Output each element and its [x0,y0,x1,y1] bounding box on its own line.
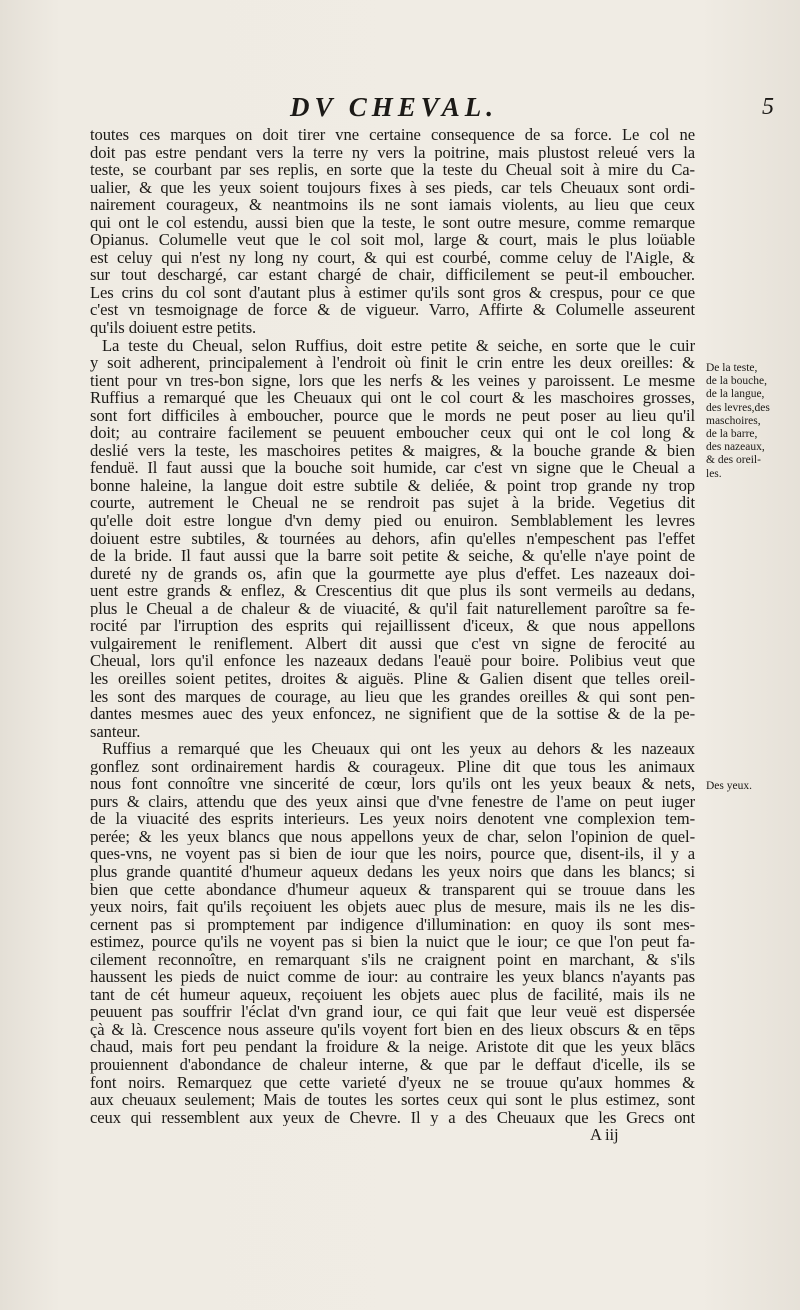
text-line: tant de cét humeur aqueux, reçoiuent les objets auec plus de facilité, mais ils ne [90,985,695,1004]
text-line: doiuent estre subtiles, & tournées au dehors, afin qu'elles n'empeschent pas l'effet [90,529,695,548]
text-line: La teste du Cheual, selon Ruffius, doit estre petite & seiche, en sorte que le cuir [102,336,695,355]
text-line: bonne haleine, la langue doit estre subtile & deliée, & point trop grande ny trop [90,476,695,495]
text-line: ualier, & que les yeux soient toujours fixes à ses pieds, car tels Cheuaux sont ordi- [90,178,695,197]
text-line: peuuent pas souffrir l'éclat d'vn grand iour, ce qui fait que leur veuë est dispersée [90,1003,695,1021]
margin-note-line: Des yeux. [706,780,752,792]
text-line: Opianus. Columelle veut que le col soit mol, large & court, mais le plus loüable [90,231,695,249]
text-line: vulgairement le reniflement. Albert dit aussi que c'est vn signe de ferocité au [90,634,695,653]
signature-mark: A iij [590,1126,619,1144]
text-line: doit pas estre pendant vers la terre ny vers la poitrine, mais plustost releué vers la [90,143,695,162]
text-line: toutes ces marques on doit tirer vne certaine consequence de sa force. Le col ne [90,126,695,144]
text-line: plus grande quantité d'humeur aqueux dedans les yeux noirs que dans les blancs; si [90,862,695,881]
text-line: de la bride. Il faut aussi que la barre soit petite & seiche, & qu'elle n'aye point de [90,547,695,565]
text-line: nairement courageux, & neantmoins ils ne sont iamais violents, au lieu que ceux [90,196,695,214]
text-line: de la viuacité des esprits interieurs. Les yeux noirs denotent vne complexion tem- [90,810,695,828]
text-line: courte, autrement le Cheual ne se rendroit pas sujet à la bride. Vegetius dit [90,494,695,513]
text-line: bien que cette abondance d'humeur aqueux & transparent qui se trouue dans les [90,880,695,899]
body-text [90,126,695,1144]
text-line: font noirs. Remarquez que cette varieté d'yeux ne se trouue qu'aux hommes & [90,1073,695,1092]
page-header [90,92,780,122]
text-line: Cheual, lors qu'il enfonce les nazeaux dedans l'eauë pour boire. Polibius veut que [90,652,695,670]
margin-note-eyes [706,780,776,793]
margin-note-line: & des oreil- [706,454,761,467]
text-line: haussent les pieds de nuict comme de iour: au contraire les yeux blancs n'ayants pas [90,968,695,986]
margin-note-line: des levres,des [706,401,770,414]
text-line: çà & là. Crescence nous asseure qu'ils voyent fort bien en des lieux obscurs & en tēps [90,1020,695,1039]
text-line: estimez, pource qu'ils ne voyent pas si bien la nuict que le iour; ce que l'on peut fa- [90,933,695,951]
text-line: dureté ny de grands os, afin que la gourmette aye plus d'effet. Les nazeaux doi- [90,564,695,583]
text-line: aux cheuaux seulement; Mais de toutes les sortes ceux qui sont le plus estimez, sont [90,1091,695,1109]
text-line: c'est vn tesmoignage de force & de vigueur. Varro, Affirte & Columelle asseurent [90,301,695,320]
text-line: sur tout deschargé, car estant chargé de chair, difficilement se peut-il emboucher. [90,266,695,284]
text-line: qui ont le col estendu, aussi bien que la teste, le sont outre mesure, comme remarque [90,213,695,232]
margin-note-line: De la teste, [706,362,758,374]
text-line: chaud, mais fort peu pendant la froidure & la neige. Aristote dit que les yeux blācs [90,1038,695,1056]
text-line: perée; & les yeux blancs que nous appellons yeux de char, selon l'opinion de quel- [90,827,695,846]
margin-note-line: les. [706,467,722,480]
margin-note-line: de la bouche, [706,375,767,388]
text-line: sont fort difficiles à emboucher, pource que le mords ne peut poser au lieu qu'il [90,406,695,425]
text-line: tient pour vn tres-bon signe, lors que les nerfs & les veines y paroissent. Le mesme [90,371,695,390]
text-line: est celuy qui n'est ny long ny court, & qui est courbé, comme celuy de l'Aigle, & [90,248,695,267]
margin-note-line: de la langue, [706,388,765,401]
text-line: fenduë. Il faut aussi que la bouche soit humide, car c'est vn signe que le Cheual a [90,459,695,477]
text-line: cilement reconnoître, en remarquant s'ils ne craignent point en marchant, & s'ils [90,950,695,969]
text-line: nous font connoître vne sincerité de cœur, lors qu'ils ont les yeux beaux & nets, [90,775,695,793]
text-line: deslié vers la teste, les maschoires petites & maigres, & la bouche grande & bien [90,441,695,460]
margin-note-head [706,362,776,481]
text-line: teste, se courbant par ses replis, en sorte que la teste du Cheual soit à mire du Ca- [90,161,695,179]
text-line: santeur. [90,722,141,741]
page-number: 5 [762,94,774,120]
text-line: cernent pas si promptement par indigence d'illumination: en quoy ils sont mes- [90,915,695,934]
text-line: les sont des marques de courage, au lieu que les grandes oreilles & qui sont pen- [90,687,695,706]
margin-note-line: des nazeaux, [706,441,765,454]
text-line: Les crins du col sont d'autant plus à estimer qu'ils sont gros & crespus, pour ce que [90,283,695,302]
text-line: qu'elle doit estre longue d'vn demy pied ou enuiron. Semblablement les levres [90,512,695,530]
text-line: Ruffius a remarqué que les Cheuaux qui ont le col court & les maschoires grosses, [90,389,695,407]
text-line: ceux qui ressemblent aux yeux de Chevre. Il y a des Cheuaux que les Grecs ont [90,1108,695,1127]
text-line: gonflez sont ordinairement hardis & courageux. Pline dit que tous les animaux [90,757,695,776]
text-line: les oreilles soient petites, droites & aiguës. Pline & Galien disent que telles oreil- [90,669,695,688]
text-line: prouiennent d'abondance de chaleur interne, & que par le deffaut d'icelle, ils se [90,1055,695,1074]
text-line: dantes mesmes auec des yeux enfoncez, ne signifient que de la sottise & de la pe- [90,705,695,723]
text-line: Ruffius a remarqué que les Cheuaux qui ont les yeux au dehors & les nazeaux [102,740,695,758]
text-line: plus le Cheual a de chaleur & de viuacité, & qu'il fait naturellement paroître sa fe- [90,599,695,618]
text-line: doit; au contraire facilement se peuuent emboucher ceux qui ont le col long & [90,424,695,442]
margin-note-line: de la barre, [706,428,758,441]
text-line: y soit adherent, principalement à l'endroit où finit le crin entre les deux oreilles: & [90,354,695,372]
text-line: yeux noirs, fait qu'ils reçoiuent les objets auec plus de mesure, mais ils ne les dis- [90,898,695,916]
margin-note-line: maschoires, [706,414,761,427]
running-head: DV CHEVAL. [290,92,499,122]
text-line: purs & clairs, attendu que des yeux ainsi que d'vne fenestre de l'ame on peut iuger [90,792,695,811]
text-line: uent estre grands & enflez, & Crescentius dit que plus ils sont vermeils au dedans, [90,582,695,600]
text-line: ques-vns, ne voyent pas si bien de iour que les noirs, pource que, disent-ils, il y a [90,845,695,863]
text-line: qu'ils doiuent estre petits. [90,319,257,337]
text-line: rocité par l'irruption des esprits qui rejaillissent d'iceux, & que nous appellons [90,617,695,635]
